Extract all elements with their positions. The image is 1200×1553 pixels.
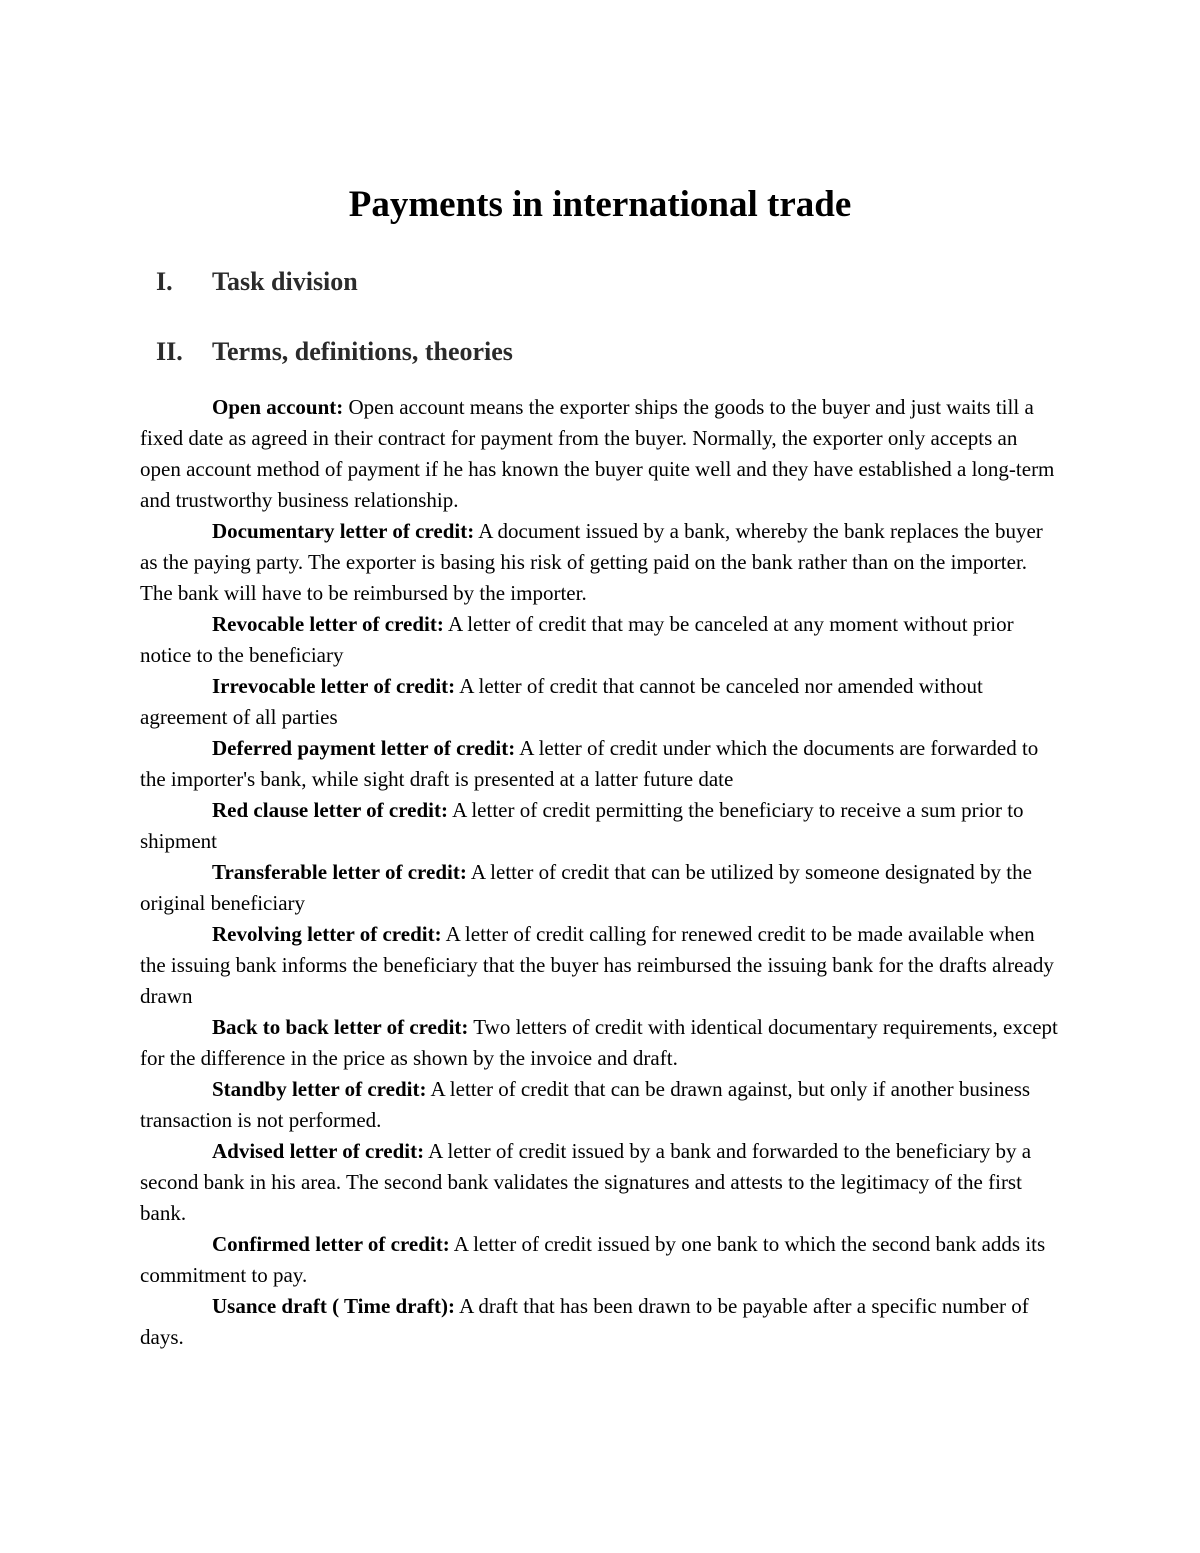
definition-open-account	[140, 392, 1062, 516]
definition-advised-lc	[140, 1136, 1062, 1229]
definition-text: A letter of credit permitting the beneficiary to receive a sum prior to shipment	[140, 798, 1024, 853]
definition-irrevocable-lc	[140, 671, 1062, 733]
definition-text: A letter of credit that may be canceled at any moment without prior notice to the beneficiary	[140, 612, 1014, 667]
definition-back-to-back-lc	[140, 1012, 1062, 1074]
definition-text: A document issued by a bank, whereby the bank replaces the buyer as the paying party. The exporter is basing his risk of getting paid on the bank rather than on the importer. The bank will have to be reimbursed by the importer.	[140, 519, 1043, 605]
section-heading-task-division	[156, 265, 358, 299]
definition-revolving-lc	[140, 919, 1062, 1012]
definition-term: Documentary letter of credit:	[212, 519, 475, 543]
definition-confirmed-lc	[140, 1229, 1062, 1291]
definition-documentary-lc	[140, 516, 1062, 609]
definition-text: A draft that has been drawn to be payable after a specific number of days.	[140, 1294, 1029, 1349]
definition-usance-draft	[140, 1291, 1062, 1353]
definition-deferred-payment-lc	[140, 733, 1062, 795]
definition-term: Confirmed letter of credit:	[212, 1232, 450, 1256]
definition-term: Revolving letter of credit:	[212, 922, 442, 946]
definition-revocable-lc	[140, 609, 1062, 671]
definition-term: Irrevocable letter of credit:	[212, 674, 456, 698]
definition-red-clause-lc	[140, 795, 1062, 857]
definition-text: A letter of credit issued by a bank and forwarded to the beneficiary by a second bank in his area. The second bank validates the signatures and attests to the legitimacy of the first bank.	[140, 1139, 1032, 1225]
definition-text: Two letters of credit with identical documentary requirements, except for the difference in the price as shown by the invoice and draft.	[140, 1015, 1058, 1070]
definition-term: Usance draft ( Time draft):	[212, 1294, 456, 1318]
definition-text: A letter of credit calling for renewed credit to be made available when the issuing bank informs the beneficiary that the buyer has reimbursed the issuing bank for the drafts already drawn	[140, 922, 1054, 1008]
section-title: Terms, definitions, theories	[212, 337, 513, 366]
definition-term: Transferable letter of credit:	[212, 860, 467, 884]
definition-term: Open account:	[212, 395, 344, 419]
section-number: II.	[156, 337, 183, 366]
document-title: Payments in international trade	[348, 184, 852, 225]
section-title: Task division	[212, 267, 358, 296]
definition-term: Standby letter of credit:	[212, 1077, 427, 1101]
definition-text: A letter of credit issued by one bank to which the second bank adds its commitment to pay.	[140, 1232, 1046, 1287]
definition-standby-lc	[140, 1074, 1062, 1136]
definition-text: A letter of credit under which the documents are forwarded to the importer's bank, while sight draft is presented at a latter future date	[140, 736, 1039, 791]
definition-text: Open account means the exporter ships the goods to the buyer and just waits till a fixed date as agreed in their contract for payment from the buyer. Normally, the exporter only accepts an open account method of payment if he has known the buyer quite well and they have established a long-term and trustworthy business relationship.	[140, 395, 1055, 512]
definition-term: Revocable letter of credit:	[212, 612, 444, 636]
section-heading-terms	[156, 335, 513, 369]
definition-term: Deferred payment letter of credit:	[212, 736, 516, 760]
definition-text: A letter of credit that can be drawn against, but only if another business transaction is not performed.	[140, 1077, 1031, 1132]
definition-transferable-lc	[140, 857, 1062, 919]
definition-term: Red clause letter of credit:	[212, 798, 448, 822]
definition-text: A letter of credit that cannot be canceled nor amended without agreement of all parties	[140, 674, 983, 729]
section-number: I.	[156, 267, 173, 296]
definition-term: Back to back letter of credit:	[212, 1015, 469, 1039]
definition-text: A letter of credit that can be utilized by someone designated by the original beneficiary	[140, 860, 1032, 915]
definition-term: Advised letter of credit:	[212, 1139, 425, 1163]
definitions-list	[140, 392, 1062, 1353]
